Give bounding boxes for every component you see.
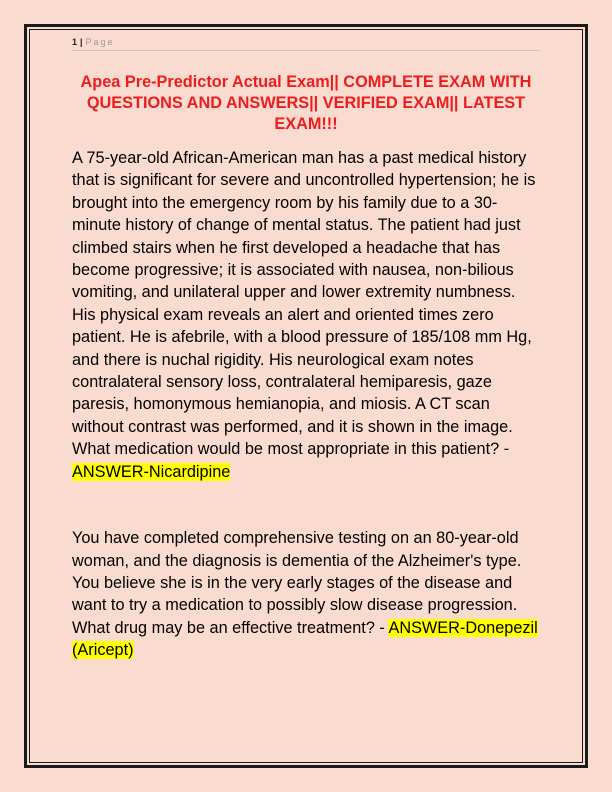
page-header (72, 35, 540, 51)
page-label: Page (85, 37, 115, 47)
question-answer-item (72, 527, 542, 661)
question-text: You have completed comprehensive testing on an 80-year-old woman, and the diagnosis is dementia of the Alzheimer's type. You believe she is in the very early stages of the disease and want to try a medication to possibly slow disease progression. What drug may be an effective treatment? - (72, 529, 522, 637)
page-number: 1 (72, 37, 78, 47)
document-body (72, 147, 542, 662)
question-text: A 75-year-old African-American man has a past medical history that is significant for severe and uncontrolled hypertension; he is brought into the emergency room by his family due to a 30-minute history of change of mental status. The patient had just climbed stairs when he first developed a headache that has become progressive; it is associated with nausea, non-bilious vomiting, and unilateral upper and lower extremity numbness. His physical exam reveals an alert and oriented times zero patient. He is afebrile, with a blood pressure of 185/108 mm Hg, and there is nuchal rigidity. His neurological exam notes contralateral sensory loss, contralateral hemiparesis, gaze paresis, homonymous hemianopia, and miosis. A CT scan without contrast was performed, and it is shown in the image. What medication would be most appropriate in this patient? - (72, 149, 536, 459)
document-title: Apea Pre-Predictor Actual Exam|| COMPLETE EXAM WITH QUESTIONS AND ANSWERS|| VERIFIED EXAM|| LATEST EXAM!!! (80, 73, 532, 133)
page-header-separator: | (80, 37, 83, 47)
answer-highlight: ANSWER-Nicardipine (72, 462, 231, 481)
question-answer-item (72, 147, 542, 483)
answer-highlight: ANSWER-Donepezil (Aricept) (72, 618, 538, 660)
